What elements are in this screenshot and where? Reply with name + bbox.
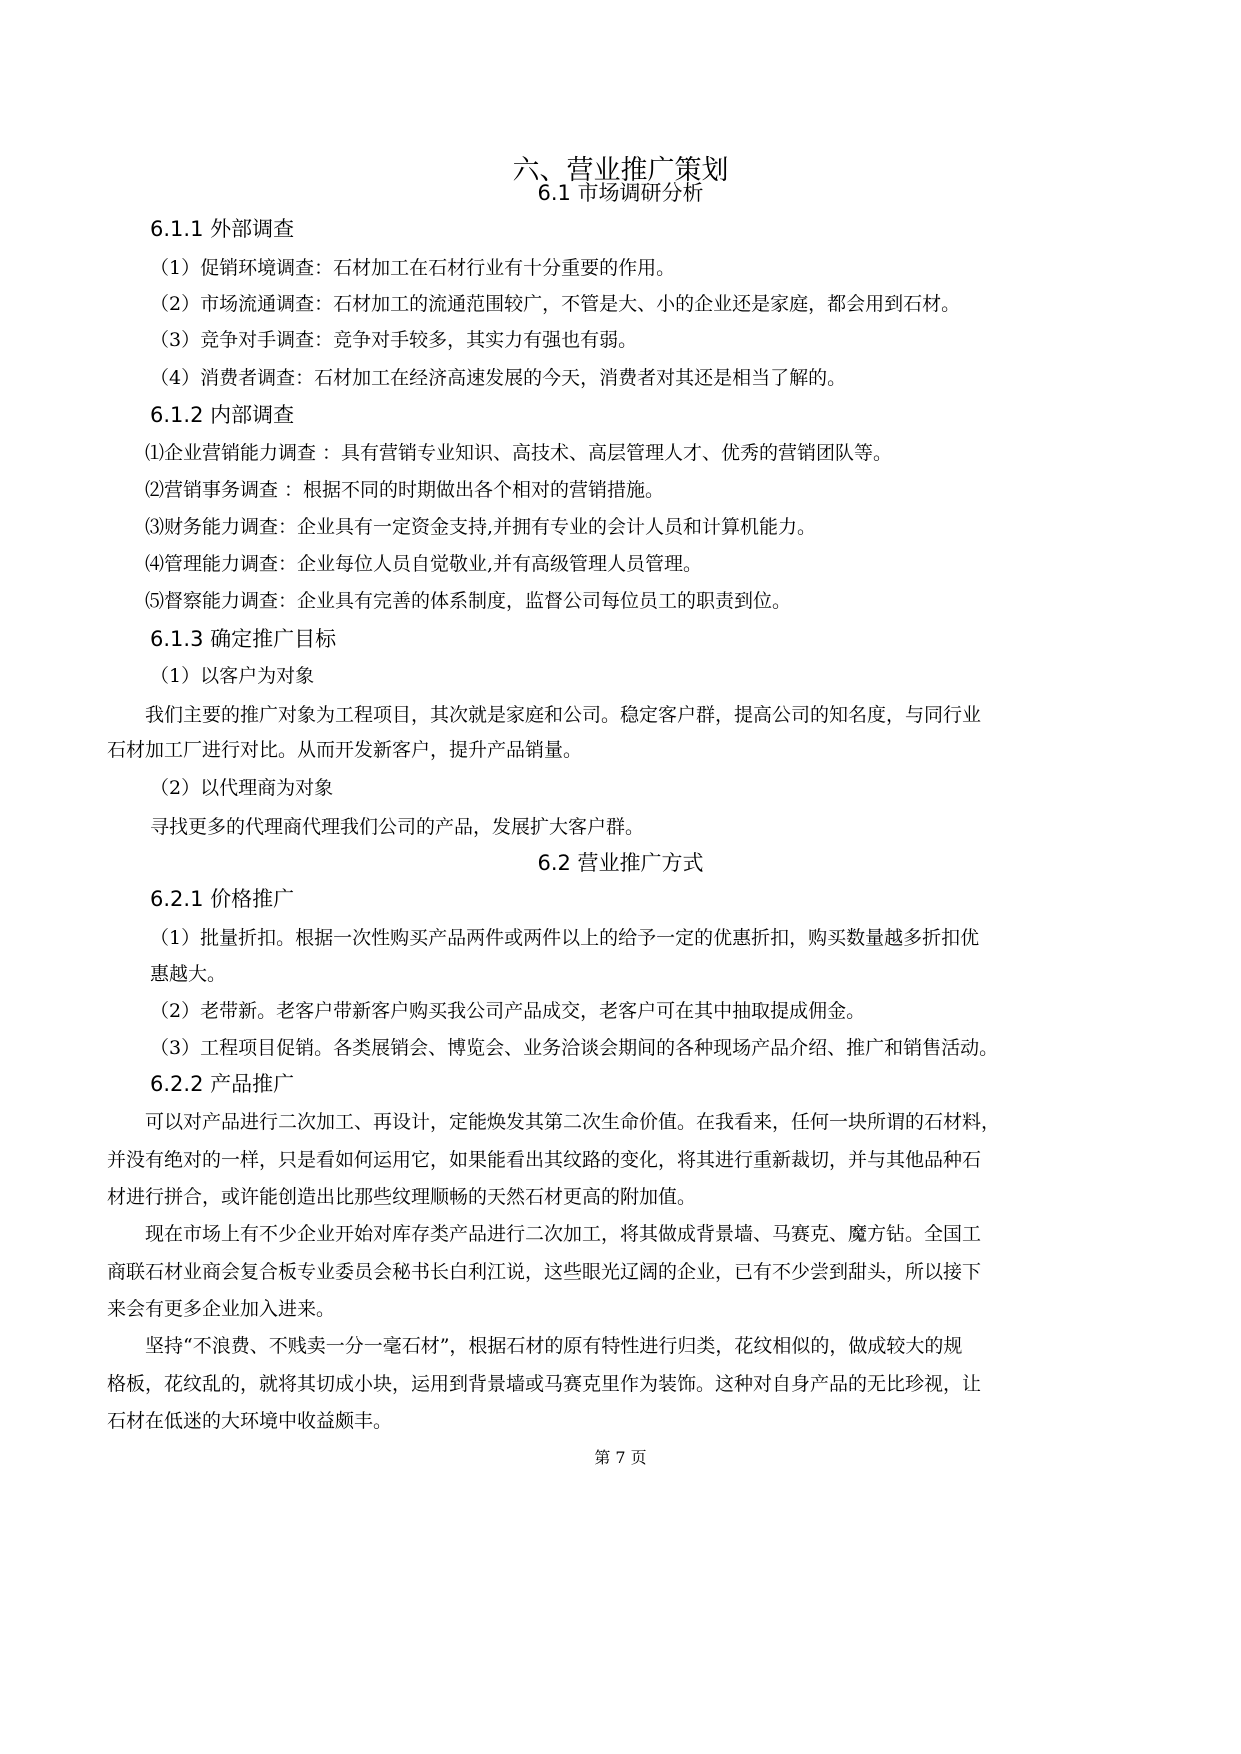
subsection-title-6-2-1: 6.2.1 价格推广 <box>150 887 295 911</box>
subsection-title-6-1-1: 6.1.1 外部调查 <box>150 217 295 241</box>
list-item: （1）以客户为对象 <box>150 665 315 687</box>
list-item: ⑶财务能力调查：企业具有一定资金支持,并拥有专业的会计人员和计算机能力。 <box>145 516 817 538</box>
subsection-title-6-1-3: 6.1.3 确定推广目标 <box>150 627 337 651</box>
list-item: （2）以代理商为对象 <box>150 777 334 799</box>
paragraph-line: 商联石材业商会复合板专业委员会秘书长白利江说，这些眼光辽阔的企业，已有不少尝到甜头，所以接下 <box>107 1261 982 1283</box>
paragraph-line: 坚持“不浪费、不贱卖一分一毫石材”，根据石材的原有特性进行归类，花纹相似的，做成较大的规 <box>145 1335 963 1357</box>
paragraph-line: 惠越大。 <box>150 963 227 985</box>
section-title-6-1: 6.1 市场调研分析 <box>537 181 704 205</box>
list-item: （3）工程项目促销。各类展销会、博览会、业务洽谈会期间的各种现场产品介绍、推广和销售活动。 <box>150 1037 999 1059</box>
list-item: ⑷管理能力调查：企业每位人员自觉敬业,并有高级管理人员管理。 <box>145 553 703 575</box>
list-item: （1）批量折扣。根据一次性购买产品两件或两件以上的给予一定的优惠折扣，购买数量越多折扣优 <box>150 927 980 949</box>
paragraph-line: 材进行拼合，或许能创造出比那些纹理顺畅的天然石材更高的附加值。 <box>107 1186 697 1208</box>
subsection-title-6-1-2: 6.1.2 内部调查 <box>150 403 295 427</box>
page-number: 第 7 页 <box>594 1448 647 1467</box>
list-item: （1）促销环境调查：石材加工在石材行业有十分重要的作用。 <box>150 257 676 279</box>
list-item: （2）老带新。老客户带新客户购买我公司产品成交，老客户可在其中抽取提成佣金。 <box>150 1000 866 1022</box>
paragraph-line: 来会有更多企业加入进来。 <box>107 1298 336 1320</box>
list-item: ⑸督察能力调查：企业具有完善的体系制度，监督公司每位员工的职责到位。 <box>145 590 792 612</box>
paragraph-line: 可以对产品进行二次加工、再设计，定能焕发其第二次生命价值。在我看来，任何一块所谓的石材料， <box>145 1111 1001 1133</box>
paragraph-line: 并没有绝对的一样，只是看如何运用它，如果能看出其纹路的变化，将其进行重新裁切，并与其他品种石 <box>107 1149 982 1171</box>
list-item: （2）市场流通调查：石材加工的流通范围较广，不管是大、小的企业还是家庭，都会用到石材。 <box>150 293 961 315</box>
section-title-6-2: 6.2 营业推广方式 <box>537 851 704 875</box>
chapter-title: 六、营业推广策划 <box>512 155 729 186</box>
paragraph-line: 寻找更多的代理商代理我们公司的产品，发展扩大客户群。 <box>150 816 645 838</box>
list-item: ⑵营销事务调查 ：根据不同的时期做出各个相对的营销措施。 <box>145 479 665 501</box>
list-item: （4）消费者调查：石材加工在经济高速发展的今天，消费者对其还是相当了解的。 <box>150 367 847 389</box>
paragraph-line: 格板，花纹乱的，就将其切成小块，运用到背景墙或马赛克里作为装饰。这种对自身产品的无比珍视，让 <box>107 1373 982 1395</box>
subsection-title-6-2-2: 6.2.2 产品推广 <box>150 1072 295 1096</box>
paragraph-line: 石材在低迷的大环境中收益颇丰。 <box>107 1410 393 1432</box>
paragraph-line: 现在市场上有不少企业开始对库存类产品进行二次加工，将其做成背景墙、马赛克、魔方钻。全国工 <box>145 1223 982 1245</box>
list-item: （3）竞争对手调查：竞争对手较多，其实力有强也有弱。 <box>150 329 638 351</box>
paragraph-line: 我们主要的推广对象为工程项目，其次就是家庭和公司。稳定客户群，提高公司的知名度，与同行业 <box>145 704 982 726</box>
paragraph-line: 石材加工厂进行对比。从而开发新客户，提升产品销量。 <box>107 739 583 761</box>
list-item: ⑴企业营销能力调查 ：具有营销专业知识、高技术、高层管理人才、优秀的营销团队等。 <box>145 442 893 464</box>
